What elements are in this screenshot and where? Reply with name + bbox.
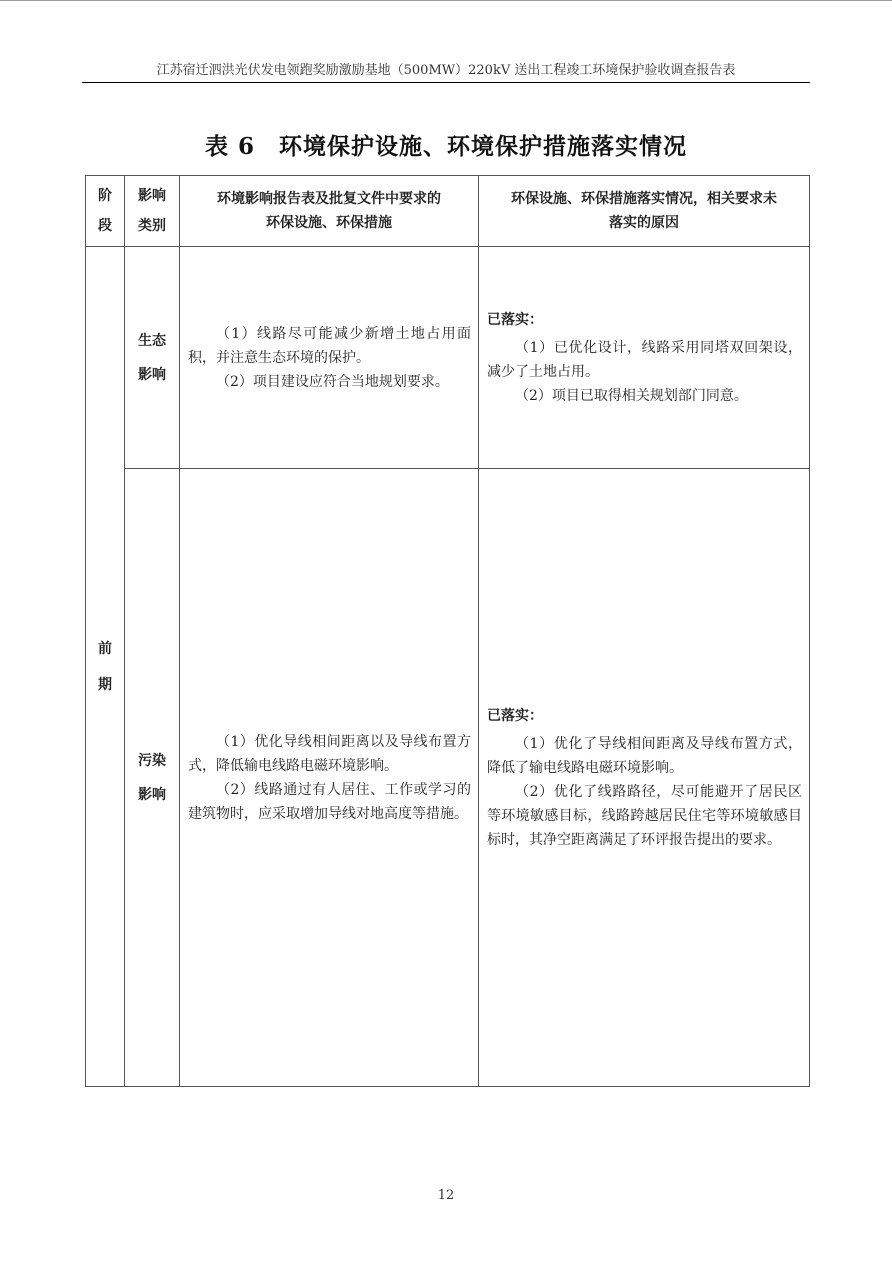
stage-line-1: 前 <box>98 640 112 657</box>
stage-line-2: 期 <box>98 676 112 693</box>
implementation-item: （1）优化了导线相间距离及导线布置方式，降低了输电线路电磁环境影响。 <box>487 735 802 776</box>
table-header-row <box>86 176 810 247</box>
requirement-item: （1）优化导线相间距离以及导线布置方式，降低输电线路电磁环境影响。 <box>188 733 471 774</box>
header-stage-line-1: 阶 <box>98 188 112 204</box>
header-rule <box>82 82 810 83</box>
impact-type-cell <box>125 469 180 1087</box>
requirement-item: （2）项目建设应符合当地规划要求。 <box>216 373 449 390</box>
header-stage-line-2: 段 <box>98 218 112 234</box>
header-impact-type-line-1: 影响 <box>138 188 166 204</box>
requirements-cell <box>180 247 479 469</box>
impact-type-line-2: 影响 <box>138 786 166 803</box>
implementation-item: （2）优化了线路路径，尽可能避开了居民区等环境敏感目标，线路跨越居民住宅等环境敏感目标时，其净空距离满足了环评报告提出的要求。 <box>487 783 802 848</box>
table-row <box>86 247 810 469</box>
impact-type-line-1: 污染 <box>138 752 166 769</box>
header-impact-type-line-2: 类别 <box>138 218 166 234</box>
header-requirements-line-2: 环保设施、环保措施 <box>266 215 392 231</box>
implementation-item: （2）项目已取得相关规划部门同意。 <box>515 387 748 404</box>
header-implementation-line-2: 落实的原因 <box>609 215 679 231</box>
table-row <box>86 469 810 1087</box>
page-number: 12 <box>437 1188 455 1203</box>
table-title: 表 6 环境保护设施、环境保护措施落实情况 <box>204 133 687 160</box>
measures-table <box>85 175 810 1087</box>
impact-type-cell <box>125 247 180 469</box>
implementation-cell <box>479 469 810 1087</box>
implementation-cell <box>479 247 810 469</box>
requirement-item: （2）线路通过有人居住、工作或学习的建筑物时，应采取增加导线对地高度等措施。 <box>188 781 471 822</box>
header-impact-type <box>125 176 180 247</box>
header-implementation <box>479 176 810 247</box>
header-implementation-line-1: 环保设施、环保措施落实情况，相关要求未 <box>511 191 777 207</box>
impact-type-line-2: 影响 <box>138 366 166 383</box>
page-top-border <box>0 0 892 1</box>
header-stage <box>86 176 125 247</box>
requirements-cell <box>180 469 479 1087</box>
stage-cell <box>86 247 125 1087</box>
status-label: 已落实： <box>487 707 543 724</box>
header-requirements-line-1: 环境影响报告表及批复文件中要求的 <box>217 191 441 207</box>
implementation-item: （1）已优化设计，线路采用同塔双回架设，减少了土地占用。 <box>487 339 802 380</box>
impact-type-line-1: 生态 <box>138 332 166 349</box>
header-requirements <box>180 176 479 247</box>
requirement-item: （1）线路尽可能减少新增土地占用面积，并注意生态环境的保护。 <box>188 325 471 366</box>
status-label: 已落实： <box>487 311 543 328</box>
running-header: 江苏宿迁泗洪光伏发电领跑奖励激励基地（500MW）220kV 送出工程竣工环境保护验收调查报告表 <box>156 63 736 78</box>
